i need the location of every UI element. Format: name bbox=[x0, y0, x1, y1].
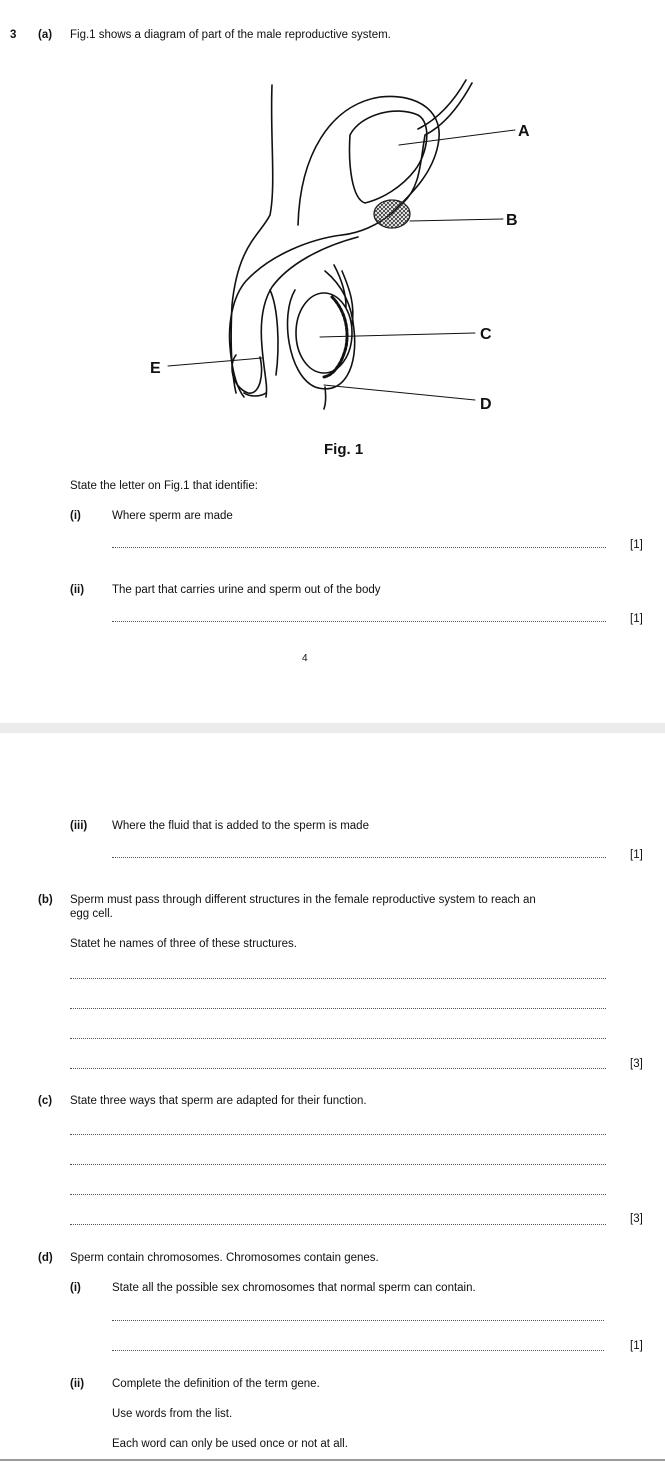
mark-iii: [1] bbox=[630, 849, 643, 861]
answer-line-d-i-1[interactable] bbox=[112, 1320, 604, 1321]
mark-d-i: [1] bbox=[630, 1340, 643, 1352]
leader-line-c bbox=[320, 333, 475, 337]
part-d-i-label: (i) bbox=[70, 1282, 81, 1294]
part-b-text-line2: egg cell. bbox=[70, 908, 113, 920]
leader-line-d bbox=[324, 385, 475, 400]
mark-c: [3] bbox=[630, 1213, 643, 1225]
part-d-text: Sperm contain chromosomes. Chromosomes contain genes. bbox=[70, 1252, 379, 1264]
mark-i: [1] bbox=[630, 539, 643, 551]
page-number: 4 bbox=[302, 653, 308, 664]
answer-line-b-4[interactable] bbox=[70, 1068, 606, 1069]
scrotum-base bbox=[324, 387, 326, 409]
answer-line-c-3[interactable] bbox=[70, 1194, 606, 1195]
part-ii-text: The part that carries urine and sperm out of the body bbox=[112, 584, 381, 596]
label-d: D bbox=[480, 396, 492, 413]
glans bbox=[232, 355, 262, 393]
leader-line-a bbox=[399, 130, 515, 145]
part-d-label: (d) bbox=[38, 1252, 53, 1264]
part-iii-text: Where the fluid that is added to the sperm is made bbox=[112, 820, 369, 832]
figure-caption: Fig. 1 bbox=[324, 441, 364, 458]
answer-line-c-2[interactable] bbox=[70, 1164, 606, 1165]
gland-b bbox=[374, 200, 410, 228]
part-d-i-text: State all the possible sex chromosomes that normal sperm can contain. bbox=[112, 1282, 476, 1294]
part-i-label: (i) bbox=[70, 510, 81, 522]
mark-ii: [1] bbox=[630, 613, 643, 625]
answer-line-iii[interactable] bbox=[112, 857, 606, 858]
answer-line-b-2[interactable] bbox=[70, 1008, 606, 1009]
answer-line-ii[interactable] bbox=[112, 621, 606, 622]
part-d-ii-text: Complete the definition of the term gene. bbox=[112, 1378, 320, 1390]
part-d-ii-line2: Use words from the list. bbox=[112, 1408, 233, 1420]
label-a: A bbox=[518, 123, 530, 140]
leader-line-e bbox=[168, 358, 262, 366]
part-iii-label: (iii) bbox=[70, 820, 88, 832]
answer-line-b-3[interactable] bbox=[70, 1038, 606, 1039]
part-c-text: State three ways that sperm are adapted for their function. bbox=[70, 1095, 367, 1107]
label-b: B bbox=[506, 212, 518, 229]
answer-line-d-i-2[interactable] bbox=[112, 1350, 604, 1351]
leader-line-b bbox=[410, 219, 503, 221]
part-d-ii-label: (ii) bbox=[70, 1378, 85, 1390]
label-e: E bbox=[150, 360, 161, 377]
urethra bbox=[270, 290, 278, 375]
label-c: C bbox=[480, 326, 492, 343]
page-separator bbox=[0, 723, 665, 733]
part-a-intro: Fig.1 shows a diagram of part of the male reproductive system. bbox=[70, 29, 391, 41]
part-a-stem: State the letter on Fig.1 that identifie: bbox=[70, 480, 258, 492]
part-ii-label: (ii) bbox=[70, 584, 85, 596]
question-number: 3 bbox=[10, 29, 17, 41]
answer-line-i[interactable] bbox=[112, 547, 606, 548]
part-b-text-line1: Sperm must pass through different structures in the female reproductive system to reach an bbox=[70, 894, 536, 906]
scrotum bbox=[288, 271, 355, 389]
answer-line-c-4[interactable] bbox=[70, 1224, 606, 1225]
mark-b: [3] bbox=[630, 1058, 643, 1070]
answer-line-c-1[interactable] bbox=[70, 1134, 606, 1135]
part-b-label: (b) bbox=[38, 894, 53, 906]
male-reproductive-system-diagram bbox=[120, 75, 560, 425]
bottom-rule bbox=[0, 1459, 665, 1461]
part-i-text: Where sperm are made bbox=[112, 510, 233, 522]
testis bbox=[296, 293, 352, 373]
part-c-label: (c) bbox=[38, 1095, 53, 1107]
part-a-label: (a) bbox=[38, 29, 53, 41]
body-wall-line bbox=[231, 85, 273, 393]
part-d-ii-line3: Each word can only be used once or not at all. bbox=[112, 1438, 348, 1450]
part-b-instruction: Statet he names of three of these structures. bbox=[70, 938, 297, 950]
answer-line-b-1[interactable] bbox=[70, 978, 606, 979]
